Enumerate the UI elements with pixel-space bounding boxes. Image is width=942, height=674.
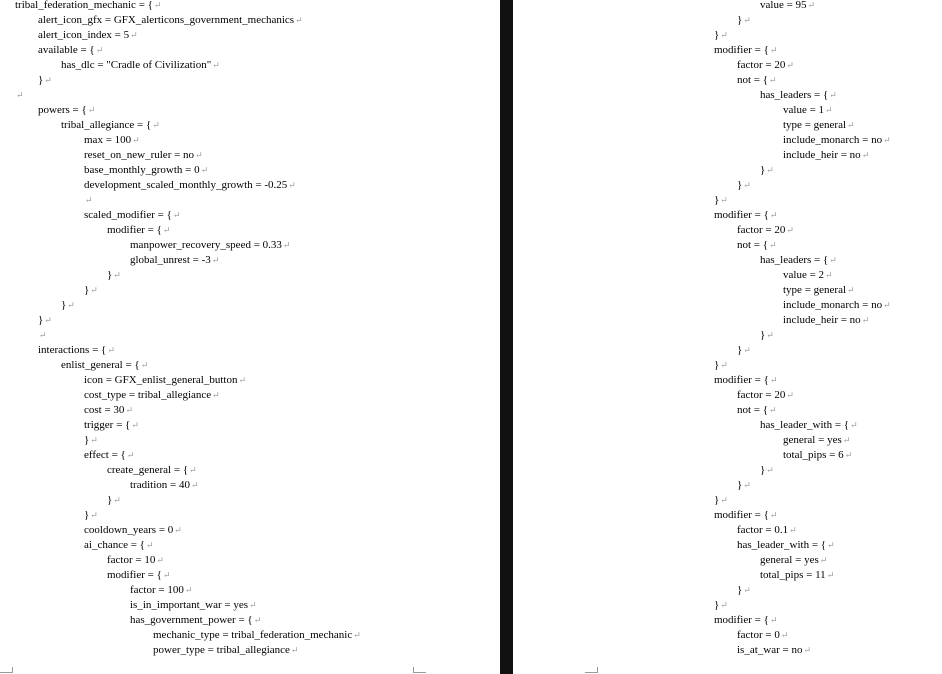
page-gutter	[500, 0, 513, 674]
code-line-text: modifier = {	[107, 569, 162, 581]
code-line-text: effect = {	[84, 449, 126, 461]
code-line	[84, 433, 98, 448]
code-line	[84, 208, 180, 223]
paragraph-mark-icon: ↵	[184, 585, 193, 595]
paragraph-mark-icon: ↵	[829, 255, 837, 265]
code-line-text: total_pips = 11	[760, 569, 826, 581]
code-line	[107, 268, 121, 283]
code-line	[38, 13, 303, 28]
code-line-text: factor = 20	[737, 389, 786, 401]
paragraph-mark-icon: ↵	[847, 120, 855, 130]
code-line-text: tradition = 40	[130, 479, 190, 491]
code-line	[737, 58, 794, 73]
paragraph-mark-icon: ↵	[769, 210, 778, 220]
code-line	[38, 103, 95, 118]
code-line-text: factor = 10	[107, 554, 156, 566]
code-line	[760, 568, 834, 583]
paragraph-mark-icon: ↵	[883, 135, 891, 145]
paragraph-mark-icon: ↵	[113, 270, 121, 280]
paragraph-mark-icon: ↵	[780, 630, 789, 640]
paragraph-mark-icon: ↵	[90, 435, 98, 445]
paragraph-mark-icon: ↵	[829, 90, 837, 100]
paragraph-mark-icon: ↵	[140, 360, 149, 370]
document-page-right	[513, 0, 942, 674]
paragraph-mark-icon: ↵	[113, 495, 121, 505]
code-line-text: enlist_general = {	[61, 359, 140, 371]
code-line-text: available = {	[38, 44, 95, 56]
code-line-text: base_monthly_growth = 0	[84, 164, 200, 176]
code-line-text: trigger = {	[84, 419, 131, 431]
paragraph-mark-icon: ↵	[803, 645, 812, 655]
paragraph-mark-icon: ↵	[87, 105, 96, 115]
paragraph-mark-icon: ↵	[819, 555, 828, 565]
paragraph-mark-icon: ↵	[131, 420, 139, 430]
code-line	[130, 238, 290, 253]
code-line	[760, 253, 837, 268]
paragraph-mark-icon: ↵	[769, 75, 777, 85]
code-line	[107, 553, 164, 568]
paragraph-mark-icon: ↵	[769, 510, 778, 520]
paragraph-mark-icon: ↵	[130, 30, 138, 40]
code-line	[84, 538, 154, 553]
code-line-text: factor = 20	[737, 59, 786, 71]
code-line	[15, 88, 24, 103]
code-line-text: tribal_federation_mechanic = {	[15, 0, 153, 11]
code-line	[130, 478, 199, 493]
code-line-text: create_general = {	[107, 464, 189, 476]
paragraph-mark-icon: ↵	[90, 510, 98, 520]
code-line	[130, 253, 219, 268]
paragraph-mark-icon: ↵	[769, 615, 778, 625]
code-line	[760, 88, 837, 103]
code-line	[38, 28, 138, 43]
code-line-text: include_heir = no	[783, 314, 861, 326]
code-line-text: alert_icon_gfx = GFX_alerticons_government_mechanics	[38, 14, 295, 26]
code-line-text: include_monarch = no	[783, 299, 883, 311]
code-line-text: value = 2	[783, 269, 825, 281]
code-line-text: alert_icon_index = 5	[38, 29, 130, 41]
paragraph-mark-icon: ↵	[162, 225, 171, 235]
code-line-text: has_leader_with = {	[760, 419, 850, 431]
code-line-text: has_government_power = {	[130, 614, 253, 626]
code-line-text: has_leaders = {	[760, 89, 829, 101]
paragraph-mark-icon: ↵	[156, 555, 164, 565]
code-line	[130, 583, 192, 598]
code-line-text: mechanic_type = tribal_federation_mechanic	[153, 629, 353, 641]
paragraph-mark-icon: ↵	[827, 540, 835, 550]
code-line-text: type = general	[783, 284, 847, 296]
code-line	[737, 628, 788, 643]
code-line	[714, 598, 728, 613]
paragraph-mark-icon: ↵	[766, 330, 774, 340]
code-line-text: }	[760, 329, 766, 341]
code-line	[84, 148, 203, 163]
code-line-text: reset_on_new_ruler = no	[84, 149, 195, 161]
code-line-text: }	[760, 164, 766, 176]
paragraph-mark-icon: ↵	[743, 15, 751, 25]
code-line	[38, 73, 52, 88]
paragraph-mark-icon: ↵	[789, 525, 797, 535]
code-line	[737, 343, 751, 358]
code-line-text: general = yes	[783, 434, 842, 446]
paragraph-mark-icon: ↵	[95, 45, 104, 55]
code-line	[38, 43, 103, 58]
code-line	[84, 403, 133, 418]
code-line	[714, 613, 777, 628]
code-line-text: has_dlc = "Cradle of Civilization"	[61, 59, 212, 71]
paragraph-mark-icon: ↵	[766, 165, 774, 175]
paragraph-mark-icon: ↵	[125, 405, 133, 415]
paragraph-mark-icon: ↵	[249, 600, 257, 610]
code-line	[783, 448, 852, 463]
code-line	[737, 538, 835, 553]
page-corner-mark	[413, 667, 426, 673]
paragraph-mark-icon: ↵	[720, 30, 728, 40]
paragraph-mark-icon: ↵	[44, 75, 52, 85]
code-line	[84, 388, 220, 403]
code-line	[714, 28, 728, 43]
paragraph-mark-icon: ↵	[85, 195, 93, 205]
code-line-text: modifier = {	[714, 614, 769, 626]
code-line	[783, 133, 891, 148]
paragraph-mark-icon: ↵	[720, 360, 728, 370]
code-line-text: include_monarch = no	[783, 134, 883, 146]
code-line	[760, 328, 774, 343]
code-line	[783, 103, 833, 118]
paragraph-mark-icon: ↵	[786, 390, 794, 400]
code-line	[84, 178, 296, 193]
paragraph-mark-icon: ↵	[720, 600, 728, 610]
paragraph-mark-icon: ↵	[145, 540, 154, 550]
code-line-text: cost_type = tribal_allegiance	[84, 389, 212, 401]
code-line-text: is_in_important_war = yes	[130, 599, 249, 611]
page-corner-mark	[585, 667, 598, 673]
code-line	[714, 508, 777, 523]
paragraph-mark-icon: ↵	[861, 150, 870, 160]
paragraph-mark-icon: ↵	[844, 450, 853, 460]
paragraph-mark-icon: ↵	[825, 105, 833, 115]
code-line	[84, 508, 98, 523]
code-line	[107, 493, 121, 508]
code-line-text: cost = 30	[84, 404, 125, 416]
code-line	[737, 238, 777, 253]
code-line	[760, 418, 858, 433]
paragraph-mark-icon: ↵	[67, 300, 75, 310]
code-line-text: development_scaled_monthly_growth = -0.25	[84, 179, 288, 191]
paragraph-mark-icon: ↵	[720, 495, 728, 505]
paragraph-mark-icon: ↵	[282, 240, 291, 250]
paragraph-mark-icon: ↵	[807, 0, 816, 10]
paragraph-mark-icon: ↵	[825, 270, 833, 280]
code-line-text: }	[107, 494, 113, 506]
code-line-text: interactions = {	[38, 344, 107, 356]
code-line-text: }	[714, 599, 720, 611]
code-line-text: modifier = {	[714, 44, 769, 56]
code-line	[130, 598, 257, 613]
paragraph-mark-icon: ↵	[107, 345, 115, 355]
paragraph-mark-icon: ↵	[743, 585, 751, 595]
code-line	[783, 298, 891, 313]
paragraph-mark-icon: ↵	[200, 165, 209, 175]
code-line-text: factor = 20	[737, 224, 786, 236]
paragraph-mark-icon: ↵	[212, 390, 220, 400]
code-line	[760, 463, 774, 478]
paragraph-mark-icon: ↵	[190, 480, 199, 490]
code-line-text: ai_chance = {	[84, 539, 145, 551]
code-line	[38, 313, 52, 328]
code-line	[61, 118, 160, 133]
code-line-text: factor = 100	[130, 584, 184, 596]
paragraph-mark-icon: ↵	[786, 225, 794, 235]
paragraph-mark-icon: ↵	[126, 450, 135, 460]
paragraph-mark-icon: ↵	[290, 645, 299, 655]
code-line	[737, 13, 751, 28]
code-line	[714, 358, 728, 373]
code-line-text: tribal_allegiance = {	[61, 119, 152, 131]
code-line	[84, 163, 208, 178]
code-line	[737, 403, 777, 418]
paragraph-mark-icon: ↵	[883, 300, 891, 310]
code-line	[38, 328, 47, 343]
paragraph-mark-icon: ↵	[253, 615, 262, 625]
code-line	[737, 478, 751, 493]
code-line	[737, 523, 797, 538]
code-line	[61, 58, 220, 73]
code-line-text: }	[38, 74, 44, 86]
code-line	[38, 343, 115, 358]
code-line-text: max = 100	[84, 134, 132, 146]
page-corner-mark	[0, 667, 13, 673]
code-line	[737, 583, 751, 598]
code-line	[737, 643, 811, 658]
code-line-text: modifier = {	[107, 224, 162, 236]
code-line-text: modifier = {	[714, 509, 769, 521]
code-line	[783, 313, 869, 328]
paragraph-mark-icon: ↵	[769, 45, 778, 55]
code-line-text: power_type = tribal_allegiance	[153, 644, 290, 656]
code-line	[84, 283, 98, 298]
code-line	[107, 568, 170, 583]
paragraph-mark-icon: ↵	[162, 570, 171, 580]
paragraph-mark-icon: ↵	[353, 630, 361, 640]
code-line-text: total_pips = 6	[783, 449, 844, 461]
code-line-text: }	[737, 14, 743, 26]
paragraph-mark-icon: ↵	[39, 330, 47, 340]
paragraph-mark-icon: ↵	[195, 150, 203, 160]
paragraph-mark-icon: ↵	[743, 180, 751, 190]
code-line	[783, 148, 869, 163]
code-line	[783, 433, 850, 448]
paragraph-mark-icon: ↵	[861, 315, 870, 325]
code-line-text: is_at_war = no	[737, 644, 803, 656]
paragraph-mark-icon: ↵	[211, 255, 220, 265]
paragraph-mark-icon: ↵	[172, 210, 181, 220]
code-line-text: }	[714, 359, 720, 371]
code-line	[61, 298, 75, 313]
code-line-text: powers = {	[38, 104, 87, 116]
code-line	[84, 523, 182, 538]
code-line	[15, 0, 161, 13]
code-line	[783, 283, 855, 298]
code-line	[783, 118, 855, 133]
page-right-text	[513, 0, 942, 674]
paragraph-mark-icon: ↵	[786, 60, 794, 70]
code-line	[783, 268, 833, 283]
code-line-text: include_heir = no	[783, 149, 861, 161]
code-line-text: modifier = {	[714, 209, 769, 221]
code-line-text: }	[107, 269, 113, 281]
paragraph-mark-icon: ↵	[766, 465, 774, 475]
code-line	[84, 373, 246, 388]
paragraph-mark-icon: ↵	[743, 345, 751, 355]
code-line-text: general = yes	[760, 554, 819, 566]
code-line	[714, 43, 777, 58]
code-line	[714, 193, 728, 208]
code-line-text: }	[714, 29, 720, 41]
code-line-text: modifier = {	[714, 374, 769, 386]
code-line-text: cooldown_years = 0	[84, 524, 174, 536]
code-line-text: }	[38, 314, 44, 326]
code-line-text: }	[737, 584, 743, 596]
code-line	[737, 73, 777, 88]
code-line-text: has_leader_with = {	[737, 539, 827, 551]
code-line	[84, 418, 139, 433]
code-line	[737, 178, 751, 193]
code-line-text: }	[760, 464, 766, 476]
code-line-text: value = 1	[783, 104, 825, 116]
paragraph-mark-icon: ↵	[720, 195, 728, 205]
code-line-text: manpower_recovery_speed = 0.33	[130, 239, 282, 251]
code-line	[84, 193, 93, 208]
code-line	[153, 643, 298, 658]
code-line	[153, 628, 361, 643]
code-line-text: scaled_modifier = {	[84, 209, 172, 221]
code-line-text: }	[84, 284, 90, 296]
code-line	[61, 358, 148, 373]
code-line	[130, 613, 261, 628]
code-line	[737, 388, 794, 403]
paragraph-mark-icon: ↵	[769, 375, 778, 385]
code-line-text: not = {	[737, 404, 769, 416]
paragraph-mark-icon: ↵	[238, 375, 247, 385]
paragraph-mark-icon: ↵	[90, 285, 98, 295]
paragraph-mark-icon: ↵	[847, 285, 855, 295]
paragraph-mark-icon: ↵	[212, 60, 220, 70]
paragraph-mark-icon: ↵	[295, 15, 303, 25]
code-line	[714, 208, 777, 223]
paragraph-mark-icon: ↵	[850, 420, 858, 430]
paragraph-mark-icon: ↵	[769, 405, 777, 415]
code-line-text: not = {	[737, 74, 769, 86]
paragraph-mark-icon: ↵	[44, 315, 52, 325]
code-line-text: }	[737, 179, 743, 191]
code-line-text: }	[61, 299, 67, 311]
code-line-text: not = {	[737, 239, 769, 251]
code-line	[107, 223, 170, 238]
code-line	[107, 463, 197, 478]
paragraph-mark-icon: ↵	[16, 90, 24, 100]
paragraph-mark-icon: ↵	[743, 480, 751, 490]
paragraph-mark-icon: ↵	[132, 135, 140, 145]
paragraph-mark-icon: ↵	[189, 465, 197, 475]
paragraph-mark-icon: ↵	[842, 435, 851, 445]
code-line-text: value = 95	[760, 0, 807, 11]
code-line	[760, 553, 827, 568]
code-line-text: has_leaders = {	[760, 254, 829, 266]
code-line	[760, 0, 815, 13]
code-line-text: factor = 0.1	[737, 524, 789, 536]
code-line-text: }	[84, 509, 90, 521]
code-line	[714, 493, 728, 508]
code-line	[760, 163, 774, 178]
code-line-text: type = general	[783, 119, 847, 131]
paragraph-mark-icon: ↵	[826, 570, 835, 580]
code-line-text: }	[737, 344, 743, 356]
paragraph-mark-icon: ↵	[769, 240, 777, 250]
code-line-text: icon = GFX_enlist_general_button	[84, 374, 238, 386]
paragraph-mark-icon: ↵	[174, 525, 182, 535]
paragraph-mark-icon: ↵	[153, 0, 162, 10]
code-line	[714, 373, 777, 388]
code-line-text: }	[84, 434, 90, 446]
code-line-text: factor = 0	[737, 629, 780, 641]
code-line	[84, 448, 134, 463]
code-line	[84, 133, 140, 148]
code-line-text: }	[737, 479, 743, 491]
paragraph-mark-icon: ↵	[288, 180, 296, 190]
code-line-text: global_unrest = -3	[130, 254, 211, 266]
code-line-text: }	[714, 494, 720, 506]
code-line-text: }	[714, 194, 720, 206]
paragraph-mark-icon: ↵	[152, 120, 160, 130]
code-line	[737, 223, 794, 238]
